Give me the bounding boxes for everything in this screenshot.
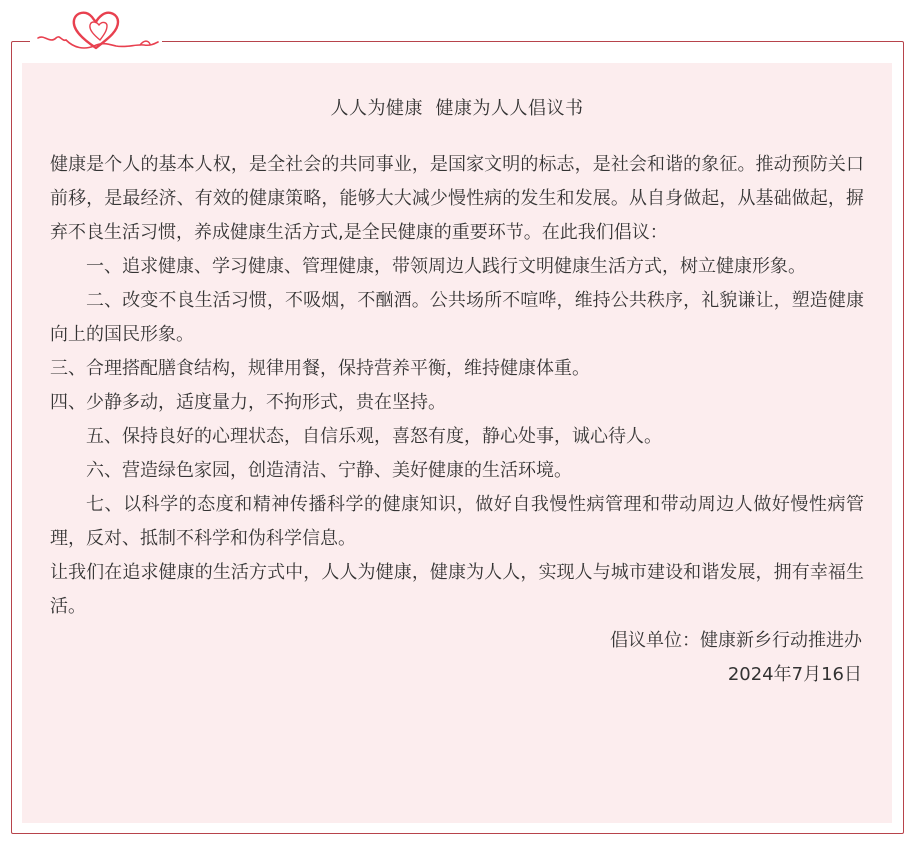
- paragraph-item-5: 五、保持良好的心理状态，自信乐观，喜怒有度，静心处事，诚心待人。: [86, 426, 662, 447]
- paragraph-item-3: 三、合理搭配膳食结构，规律用餐，保持营养平衡，维持健康体重。: [50, 358, 590, 379]
- paragraph-intro: 健康是个人的基本人权，是全社会的共同事业，是国家文明的标志，是社会和谐的象征。推动预防关口前移，是最经济、有效的健康策略，能够大大减少慢性病的发生和发展。从自身做起，从基础做起，摒弃不良生活习惯，养成健康生活方式,是全民健康的重要环节。在此我们倡议：: [50, 154, 864, 243]
- paragraph-item-1: 一、追求健康、学习健康、管理健康，带领周边人践行文明健康生活方式，树立健康形象。: [86, 256, 806, 277]
- paragraph-item-6: 六、营造绿色家园，创造清洁、宁静、美好健康的生活环境。: [86, 460, 572, 481]
- document-date: 2024年7月16日: [727, 664, 862, 685]
- paragraph-closing: 让我们在追求健康的生活方式中，人人为健康，健康为人人，实现人与城市建设和谐发展，拥有幸福生活。: [50, 562, 864, 617]
- page-title: 人人为健康 健康为人人倡议书: [330, 98, 584, 119]
- heart-ribbon-icon: [36, 4, 162, 54]
- paragraph-item-2: 二、改变不良生活习惯，不吸烟，不酗酒。公共场所不喧哗，维持公共秩序，礼貌谦让，塑造健康向上的国民形象。: [50, 290, 864, 345]
- document-body: [50, 148, 864, 624]
- paragraph-item-4: 四、少静多动，适度量力，不拘形式，贵在坚持。: [50, 392, 446, 413]
- paragraph-item-7: 七、以科学的态度和精神传播科学的健康知识，做好自我慢性病管理和带动周边人做好慢性病管理，反对、抵制不科学和伪科学信息。: [50, 494, 864, 549]
- document-panel: [22, 63, 892, 823]
- signature: 倡议单位：健康新乡行动推进办: [610, 630, 862, 651]
